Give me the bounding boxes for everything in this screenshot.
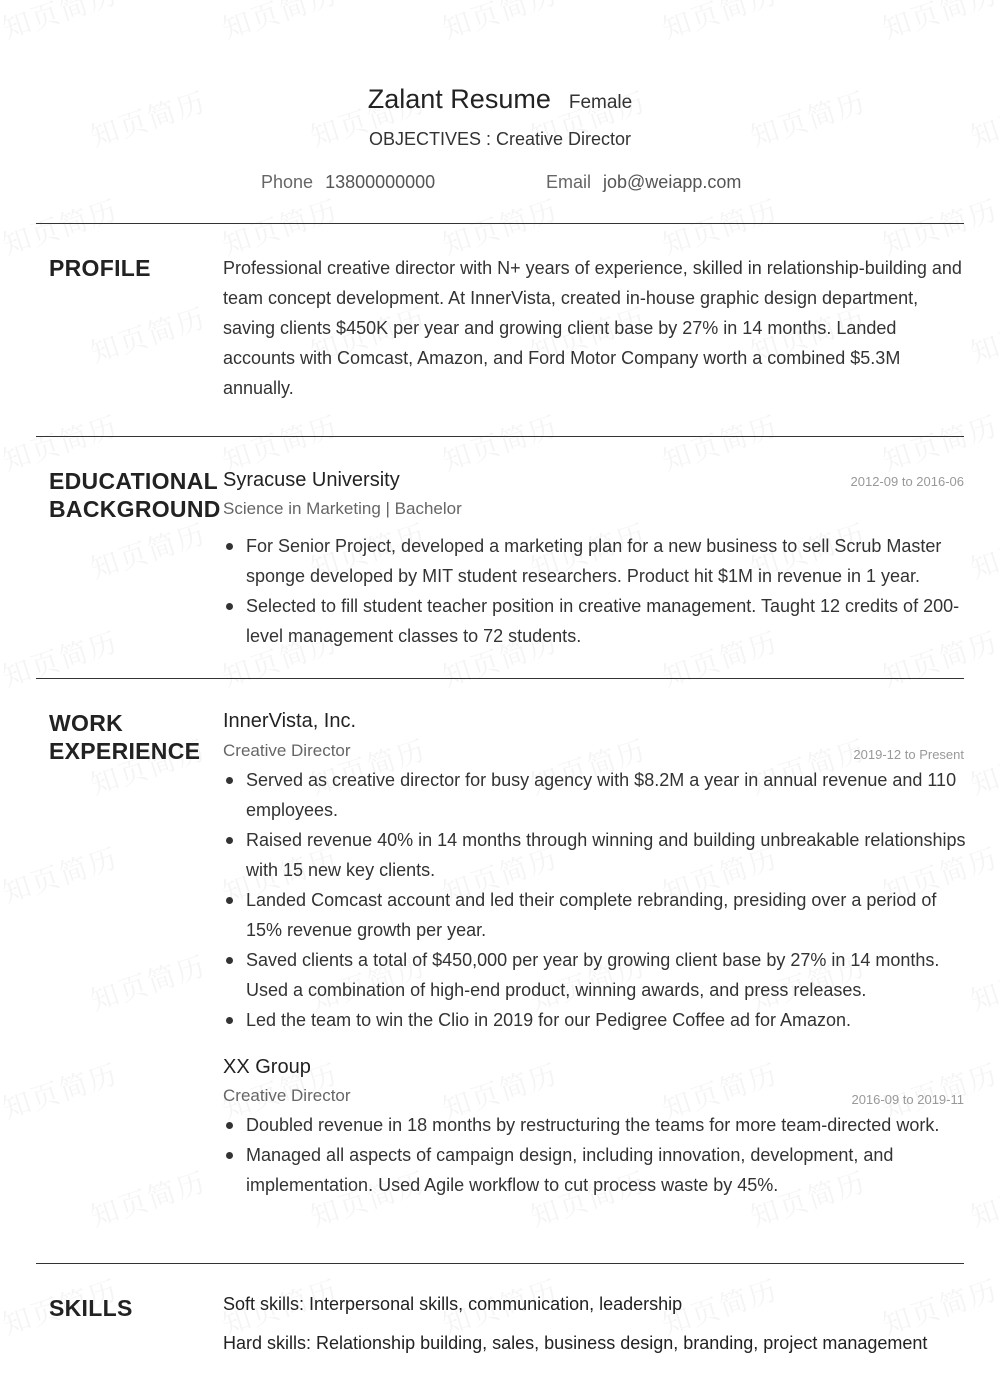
soft-skills: Soft skills: Interpersonal skills, communication, leadership <box>223 1294 683 1314</box>
watermark-text <box>965 728 1000 803</box>
job-role: Creative Director <box>223 1086 351 1105</box>
watermark-text <box>85 1160 212 1235</box>
resume-header <box>0 84 1000 150</box>
education-bullets <box>223 531 968 651</box>
work-title-line2: EXPERIENCE <box>49 738 201 764</box>
name-line <box>0 84 1000 115</box>
skills-title: SKILLS <box>49 1295 133 1321</box>
gender: Female <box>568 92 633 113</box>
watermark-text <box>877 0 1000 48</box>
education-dates: 2012-09 to 2016-06 <box>850 474 964 489</box>
watermark-text <box>965 296 1000 371</box>
watermark-text <box>0 188 123 263</box>
job-bullets <box>223 765 968 1035</box>
company-name: XX Group <box>223 1056 311 1078</box>
work-title-line1: WORK <box>49 710 124 736</box>
list-item: Saved clients a total of $450,000 per year by growing client base by 27% in 14 months. Used a combination of high-end product, winning awards, and press releases. <box>223 945 968 1005</box>
profile-title: PROFILE <box>49 255 151 281</box>
email-contact <box>546 172 741 193</box>
education-title <box>49 467 221 523</box>
list-item: For Senior Project, developed a marketing plan for a new business to sell Scrub Master sponge developed by MIT student researchers. Product hit $1M in revenue in 1 year. <box>223 531 968 591</box>
watermark-text <box>85 512 212 587</box>
job-dates: 2019-12 to Present <box>853 747 964 762</box>
watermark-text <box>657 404 784 479</box>
list-item: Raised revenue 40% in 14 months through winning and building unbreakable relationships with 15 new key clients. <box>223 825 968 885</box>
job-bullets <box>223 1110 968 1200</box>
watermark-text <box>85 296 212 371</box>
phone-contact <box>261 172 435 193</box>
list-item: Doubled revenue in 18 months by restructuring the teams for more team-directed work. <box>223 1110 968 1140</box>
watermark-text <box>657 0 784 48</box>
company-name: InnerVista, Inc. <box>223 710 357 732</box>
profile-text: Professional creative director with N+ years of experience, skilled in relationship-building and team concept development. At InnerVista, created in-house graphic design department, saving clients $450K per year and growing client base by 27% in 14 months. Landed accounts with Comcast, Amazon, and Ford Motor Company worth a combined $5.3M annually. <box>223 258 962 398</box>
list-item: Managed all aspects of campaign design, including innovation, development, and implementation. Used Agile workflow to cut process waste by 45%. <box>223 1140 968 1200</box>
list-item: Selected to fill student teacher position in creative management. Taught 12 credits of 200-level management classes to 72 students. <box>223 591 968 651</box>
watermark-text <box>437 0 564 48</box>
list-item: Landed Comcast account and led their complete rebranding, presiding over a period of 15% revenue growth per year. <box>223 885 968 945</box>
watermark-text <box>0 836 123 911</box>
phone-label: Phone <box>261 172 314 192</box>
job-role: Creative Director <box>223 741 351 760</box>
objective: OBJECTIVES : Creative Director <box>368 129 632 149</box>
divider <box>36 223 964 224</box>
watermark-text <box>965 512 1000 587</box>
work-title <box>49 709 200 765</box>
list-item: Led the team to win the Clio in 2019 for our Pedigree Coffee ad for Amazon. <box>223 1005 968 1035</box>
watermark-text <box>877 404 1000 479</box>
watermark-text <box>0 620 123 695</box>
hard-skills: Hard skills: Relationship building, sales, business design, branding, project management <box>223 1333 928 1353</box>
list-item: Served as creative director for busy agency with $8.2M a year in annual revenue and 110 employees. <box>223 765 968 825</box>
education-title-line2: BACKGROUND <box>49 496 221 522</box>
divider <box>36 436 964 437</box>
watermark-text <box>965 944 1000 1019</box>
education-title-line1: EDUCATIONAL <box>49 468 218 494</box>
email-label: Email <box>546 172 592 192</box>
phone-value: 13800000000 <box>325 172 436 192</box>
watermark-text <box>85 944 212 1019</box>
watermark-text <box>0 1052 123 1127</box>
watermark-text <box>965 1160 1000 1235</box>
school-name: Syracuse University <box>223 469 400 491</box>
job-dates: 2016-09 to 2019-11 <box>851 1092 964 1107</box>
divider <box>36 1263 964 1264</box>
email-value: job@weiapp.com <box>603 172 742 192</box>
degree: Science in Marketing | Bachelor <box>223 499 462 518</box>
divider <box>36 678 964 679</box>
watermark-text <box>437 404 564 479</box>
candidate-name: Zalant Resume <box>367 84 551 114</box>
watermark-text <box>0 0 123 48</box>
watermark-text <box>217 0 344 48</box>
